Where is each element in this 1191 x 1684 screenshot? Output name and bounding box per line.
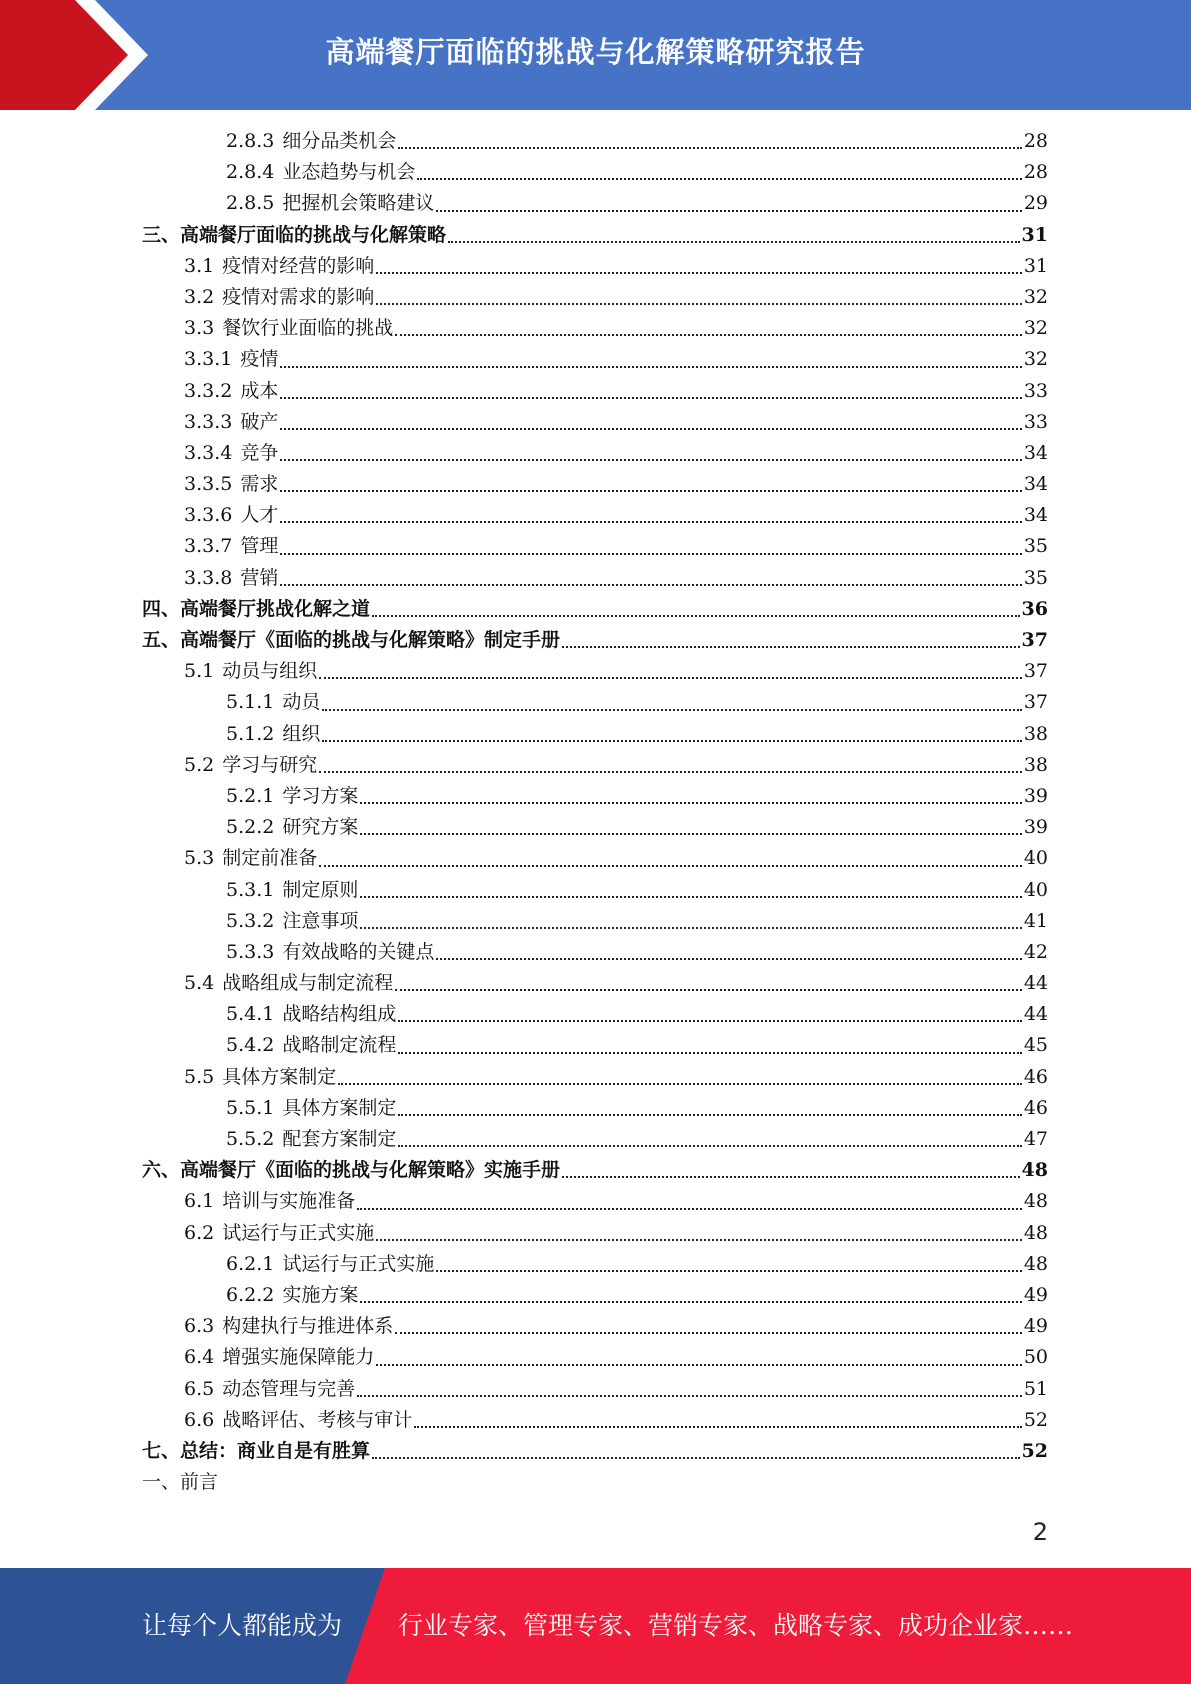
toc-dot-leader: [357, 1395, 1022, 1397]
toc-entry[interactable]: [140, 1405, 1048, 1436]
toc-dot-leader: [357, 1208, 1022, 1210]
toc-dot-leader: [360, 1301, 1021, 1303]
toc-entry[interactable]: [140, 906, 1048, 937]
toc-entry-label: 注意事项: [282, 909, 359, 932]
toc-entry-label: 战略制定流程: [282, 1034, 397, 1057]
toc-entry-page: 36: [1021, 597, 1048, 620]
toc-dot-leader: [322, 709, 1021, 711]
footer-slogan-left: 让每个人都能成为: [142, 1611, 343, 1640]
toc-dot-leader: [280, 366, 1021, 368]
toc-entry-label: 战略组成与制定流程: [222, 972, 394, 995]
toc-dot-leader: [280, 553, 1021, 555]
toc-entry-number: 5.2: [184, 753, 215, 776]
toc-entry[interactable]: [140, 344, 1048, 375]
toc-entry-page: 40: [1023, 878, 1048, 901]
toc-entry-label: 业态趋势与机会: [282, 161, 416, 184]
footer-banner: [0, 1568, 1191, 1684]
toc-entry[interactable]: [140, 251, 1048, 282]
toc-entry-label: 具体方案制定: [222, 1065, 337, 1088]
toc-entry[interactable]: [140, 500, 1048, 531]
toc-entry-page: 47: [1023, 1128, 1048, 1150]
toc-entry-number: 5.3.1: [226, 878, 275, 901]
toc-entry-label: 试运行与正式实施: [222, 1221, 375, 1244]
toc-entry-number: 5.5.2: [226, 1128, 275, 1150]
toc-entry[interactable]: [140, 1249, 1048, 1280]
toc-entry-number: 2.8.5: [226, 192, 275, 215]
toc-entry-page: 34: [1023, 473, 1048, 496]
toc-dot-leader: [398, 1020, 1021, 1022]
toc-entry-label: 餐饮行业面临的挑战: [222, 317, 394, 340]
toc-dot-leader: [562, 646, 1020, 648]
toc-entry[interactable]: [140, 1218, 1048, 1249]
toc-entry-label: 具体方案制定: [282, 1096, 397, 1119]
toc-entry-page: 29: [1023, 192, 1048, 215]
toc-entry-number: 5.1.1: [226, 691, 275, 714]
toc-entry-number: 5.4: [184, 972, 215, 995]
toc-entry-number: 5.2.1: [226, 784, 275, 807]
toc-dot-leader: [319, 865, 1022, 867]
toc-entry-number: 5.1: [184, 660, 215, 683]
toc-entry-label: 增强实施保障能力: [222, 1346, 375, 1369]
toc-entry-page: 35: [1023, 566, 1048, 589]
toc-entry-label: 战略评估、考核与审计: [222, 1408, 413, 1431]
toc-entry-label: 有效战略的关键点: [282, 940, 435, 963]
toc-entry[interactable]: [140, 469, 1048, 500]
toc-entry-label: 培训与实施准备: [222, 1190, 356, 1213]
toc-dot-leader: [398, 1145, 1021, 1147]
toc-entry-label: 管理: [240, 535, 279, 558]
toc-entry-page: 45: [1023, 1034, 1048, 1057]
toc-entry-label: 细分品类机会: [282, 130, 397, 152]
toc-dot-leader: [395, 989, 1022, 991]
toc-entry-number: 5.3.3: [226, 940, 275, 963]
toc-entry-page: 37: [1023, 691, 1048, 714]
toc-entry-number: 6.6: [184, 1408, 215, 1431]
toc-entry[interactable]: [140, 781, 1048, 812]
toc-entry-page: 28: [1023, 130, 1048, 152]
toc-entry-page: 49: [1023, 1315, 1048, 1338]
toc-entry-page: 46: [1023, 1096, 1048, 1119]
toc-entry-number: 5.5.1: [226, 1096, 275, 1119]
toc-entry[interactable]: [140, 1124, 1048, 1155]
toc-entry-label: 把握机会策略建议: [282, 192, 435, 215]
toc-dot-leader: [338, 1083, 1022, 1085]
toc-entry-label: 构建执行与推进体系: [222, 1315, 394, 1338]
toc-entry-label: 学习方案: [282, 784, 359, 807]
toc-entry-number: 6.1: [184, 1190, 215, 1213]
toc-entry[interactable]: [140, 594, 1048, 625]
toc-entry-page: 49: [1023, 1283, 1048, 1306]
toc-entry-page: 31: [1023, 254, 1048, 277]
footer-slogan-right: 行业专家、管理专家、营销专家、战略专家、成功企业家……: [398, 1611, 1074, 1640]
toc-entry-label: 五、高端餐厅《面临的挑战与化解策略》制定手册: [142, 629, 561, 651]
toc-entry-number: 3.2: [184, 285, 215, 308]
toc-dot-leader: [398, 147, 1021, 149]
toc-entry-number: 3.3.2: [184, 379, 233, 402]
toc-dot-leader: [360, 802, 1021, 804]
toc-entry[interactable]: [140, 812, 1048, 843]
toc-entry[interactable]: [140, 1093, 1048, 1124]
toc-entry[interactable]: [140, 1030, 1048, 1061]
toc-entry-number: 6.2: [184, 1221, 215, 1244]
toc-entry[interactable]: [140, 282, 1048, 313]
toc-entry-page: 37: [1023, 660, 1048, 683]
toc-entry-page: 48: [1023, 1221, 1048, 1244]
toc-entry-page: 46: [1023, 1065, 1048, 1088]
toc-entry-page: 51: [1023, 1377, 1048, 1400]
toc-entry-page: 39: [1023, 784, 1048, 807]
toc-entry-label: 七、总结：商业自是有胜算: [142, 1439, 371, 1462]
toc-entry-label: 人才: [240, 504, 279, 527]
toc-dot-leader: [372, 615, 1020, 617]
toc-entry[interactable]: [140, 157, 1048, 188]
toc-entry-number: 6.2.1: [226, 1252, 275, 1275]
toc-entry-label: 动态管理与完善: [222, 1377, 356, 1400]
toc-entry[interactable]: [140, 687, 1048, 718]
toc-dot-leader: [360, 833, 1021, 835]
toc-entry[interactable]: [140, 563, 1048, 594]
toc-dot-leader: [322, 740, 1021, 742]
toc-dot-leader: [372, 1457, 1020, 1459]
toc-entry[interactable]: [140, 1280, 1048, 1311]
toc-entry-label: 竞争: [240, 441, 279, 464]
toc-entry-number: 3.3.8: [184, 566, 233, 589]
toc-entry-number: 2.8.4: [226, 161, 275, 184]
toc-dot-leader: [280, 397, 1021, 399]
toc-entry-number: 5.4.2: [226, 1034, 275, 1057]
toc-dot-leader: [398, 1114, 1021, 1116]
toc-entry-page: 41: [1023, 909, 1048, 932]
toc-entry-number: 3.3.5: [184, 473, 233, 496]
toc-entry-number: 5.4.1: [226, 1003, 275, 1026]
toc-entry-page: 42: [1023, 940, 1048, 963]
section-heading-preface: 一、前言: [142, 1471, 219, 1494]
toc-entry-page: 35: [1023, 535, 1048, 558]
toc-dot-leader: [319, 677, 1022, 679]
toc-entry-page: 33: [1023, 410, 1048, 433]
toc-entry-page: 34: [1023, 441, 1048, 464]
toc-entry-number: 2.8.3: [226, 130, 275, 152]
toc-dot-leader: [448, 241, 1020, 243]
toc-entry-label: 成本: [240, 379, 279, 402]
toc-entry-page: 32: [1023, 285, 1048, 308]
toc-entry-label: 组织: [282, 722, 321, 745]
toc-dot-leader: [376, 1239, 1022, 1241]
toc-entry[interactable]: [140, 1436, 1048, 1467]
toc-dot-leader: [376, 272, 1022, 274]
toc-entry-number: 6.2.2: [226, 1283, 275, 1306]
toc-entry-label: 六、高端餐厅《面临的挑战与化解策略》实施手册: [142, 1159, 561, 1182]
toc-entry-label: 制定前准备: [222, 847, 318, 870]
toc-entry-page: 38: [1023, 753, 1048, 776]
toc-entry-page: 48: [1023, 1190, 1048, 1213]
toc-entry-page: 32: [1023, 317, 1048, 340]
toc-entry[interactable]: [140, 220, 1048, 251]
toc-entry-label: 制定原则: [282, 878, 359, 901]
toc-dot-leader: [280, 490, 1021, 492]
toc-entry-page: 48: [1021, 1159, 1048, 1182]
toc-dot-leader: [417, 178, 1021, 180]
toc-entry-number: 6.3: [184, 1315, 215, 1338]
toc-entry-label: 动员与组织: [222, 660, 318, 683]
toc-entry-page: 39: [1023, 816, 1048, 839]
toc-dot-leader: [319, 771, 1022, 773]
toc-dot-leader: [414, 1426, 1022, 1428]
toc-entry[interactable]: [140, 719, 1048, 750]
toc-entry-label: 三、高端餐厅面临的挑战与化解策略: [142, 223, 447, 246]
toc-entry[interactable]: [140, 937, 1048, 968]
toc-entry-page: 37: [1021, 629, 1048, 651]
toc-entry-page: 40: [1023, 847, 1048, 870]
toc-entry-page: 52: [1023, 1408, 1048, 1431]
toc-entry-label: 营销: [240, 566, 279, 589]
toc-dot-leader: [280, 428, 1021, 430]
toc-dot-leader: [395, 1332, 1022, 1334]
toc-entry-label: 疫情对需求的影响: [222, 285, 375, 308]
toc-entry-number: 5.1.2: [226, 722, 275, 745]
toc-entry-number: 3.3.1: [184, 348, 233, 371]
toc-dot-leader: [360, 927, 1021, 929]
page-number: 2: [1032, 1518, 1048, 1546]
toc-entry-label: 研究方案: [282, 816, 359, 839]
toc-dot-leader: [280, 521, 1021, 523]
toc-entry[interactable]: [140, 1311, 1048, 1342]
toc-dot-leader: [436, 958, 1021, 960]
toc-entry-number: 5.3: [184, 847, 215, 870]
toc-entry-label: 实施方案: [282, 1283, 359, 1306]
toc-entry-page: 38: [1023, 722, 1048, 745]
toc-dot-leader: [280, 584, 1021, 586]
toc-entry-label: 战略结构组成: [282, 1003, 397, 1026]
toc-entry-page: 31: [1021, 223, 1048, 246]
toc-dot-leader: [360, 896, 1021, 898]
report-title: 高端餐厅面临的挑战与化解策略研究报告: [325, 34, 866, 69]
toc-entry-page: 28: [1023, 161, 1048, 184]
toc-entry[interactable]: [140, 750, 1048, 781]
toc-entry-number: 3.1: [184, 254, 215, 277]
toc-dot-leader: [395, 334, 1022, 336]
toc-entry[interactable]: [140, 625, 1048, 656]
toc-dot-leader: [376, 1364, 1022, 1366]
toc-entry[interactable]: [140, 438, 1048, 469]
toc-entry[interactable]: [140, 875, 1048, 906]
toc-entry-page: 44: [1023, 1003, 1048, 1026]
toc-entry-number: 3.3: [184, 317, 215, 340]
toc-entry[interactable]: [140, 843, 1048, 874]
toc-entry-page: 52: [1021, 1439, 1048, 1462]
toc-dot-leader: [436, 1270, 1021, 1272]
toc-entry-number: 6.4: [184, 1346, 215, 1369]
toc-entry[interactable]: [140, 999, 1048, 1030]
toc-dot-leader: [436, 210, 1021, 212]
toc-entry-label: 需求: [240, 473, 279, 496]
toc-dot-leader: [280, 459, 1021, 461]
toc-entry[interactable]: [140, 531, 1048, 562]
toc-entry-number: 3.3.4: [184, 441, 233, 464]
toc-entry-page: 32: [1023, 348, 1048, 371]
toc-entry-page: 34: [1023, 504, 1048, 527]
toc-entry[interactable]: [140, 1186, 1048, 1217]
toc-dot-leader: [562, 1176, 1020, 1178]
toc-entry-label: 四、高端餐厅挑战化解之道: [142, 597, 371, 620]
toc-entry[interactable]: [140, 313, 1048, 344]
toc-entry-page: 48: [1023, 1252, 1048, 1275]
toc-dot-leader: [398, 1052, 1021, 1054]
toc-entry[interactable]: [140, 376, 1048, 407]
toc-dot-leader: [376, 303, 1022, 305]
toc-entry[interactable]: [140, 1342, 1048, 1373]
toc-entry[interactable]: [140, 656, 1048, 687]
toc-entry-label: 破产: [240, 410, 279, 433]
toc-entry[interactable]: [140, 1155, 1048, 1186]
toc-entry-label: 试运行与正式实施: [282, 1252, 435, 1275]
toc-entry-number: 6.5: [184, 1377, 215, 1400]
toc-entry-page: 50: [1023, 1346, 1048, 1369]
toc-entry-label: 学习与研究: [222, 753, 318, 776]
toc-entry-number: 3.3.3: [184, 410, 233, 433]
header-banner: [0, 0, 1191, 110]
toc-entry-label: 配套方案制定: [282, 1128, 397, 1150]
table-of-contents: [140, 126, 1048, 1498]
toc-entry[interactable]: [140, 188, 1048, 219]
toc-entry-number: 5.2.2: [226, 816, 275, 839]
toc-entry[interactable]: [140, 1062, 1048, 1093]
toc-entry-label: 动员: [282, 691, 321, 714]
toc-entry[interactable]: [140, 407, 1048, 438]
toc-entry-number: 3.3.6: [184, 504, 233, 527]
toc-entry[interactable]: [140, 126, 1048, 157]
toc-entry[interactable]: [140, 968, 1048, 999]
toc-entry-number: 5.3.2: [226, 909, 275, 932]
toc-entry-page: 44: [1023, 972, 1048, 995]
toc-entry-label: 疫情: [240, 348, 279, 371]
toc-entry[interactable]: [140, 1374, 1048, 1405]
toc-entry-label: 疫情对经营的影响: [222, 254, 375, 277]
toc-entry-number: 5.5: [184, 1065, 215, 1088]
toc-entry-number: 3.3.7: [184, 535, 233, 558]
toc-entry-page: 33: [1023, 379, 1048, 402]
